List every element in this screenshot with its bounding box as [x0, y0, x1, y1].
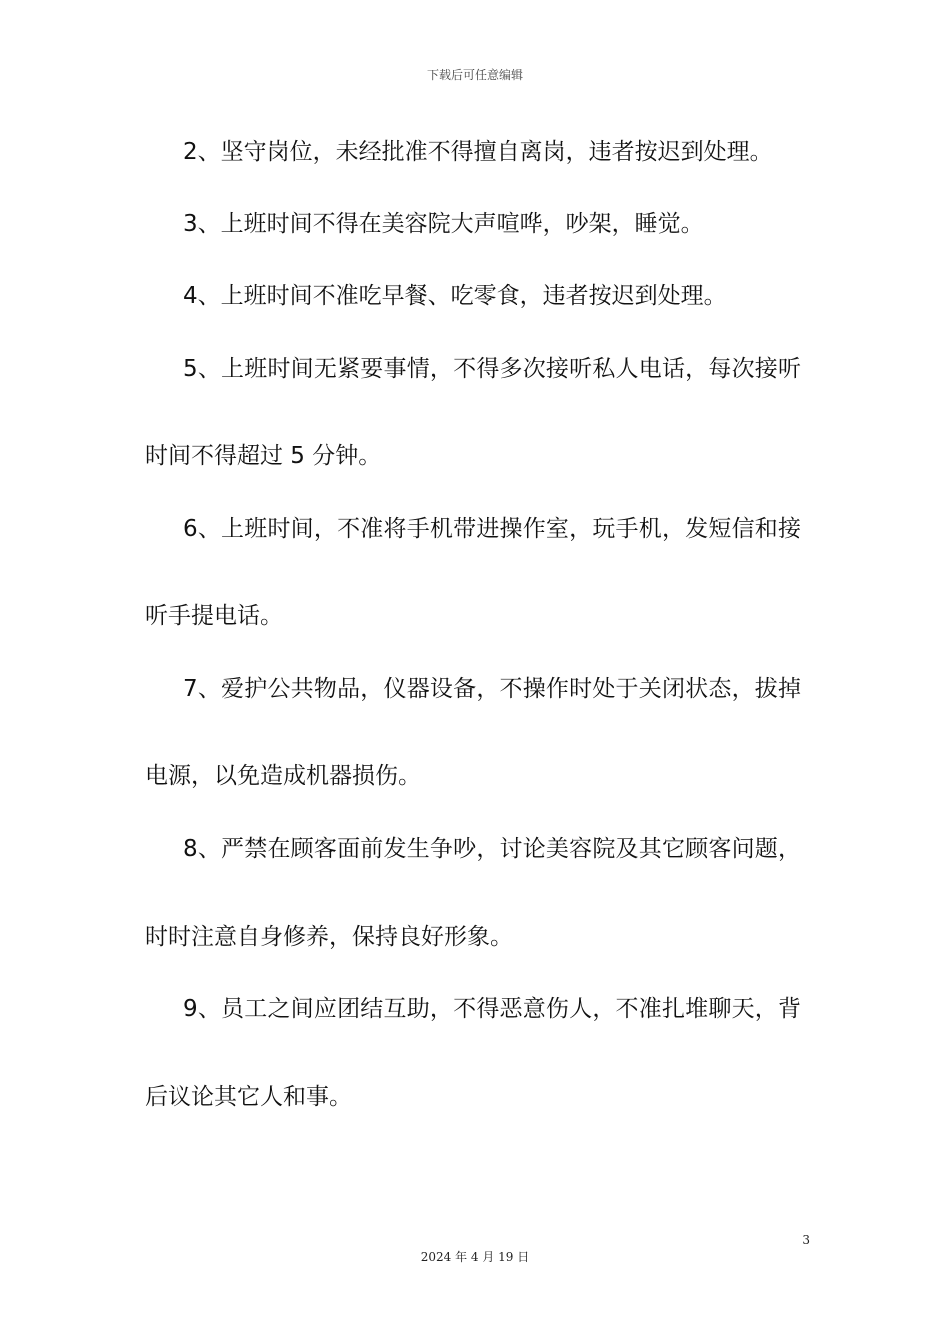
page-number: 3: [802, 1233, 810, 1247]
paragraph-7-line-2: 电源，以免造成机器损伤。: [145, 763, 421, 789]
paragraph-8-line-1: 8、严禁在顾客面前发生争吵，讨论美容院及其它顾客问题，: [183, 836, 801, 862]
paragraph-8-line-2: 时时注意自身修养，保持良好形象。: [145, 924, 513, 950]
paragraph-2-line-1: 2、坚守岗位，未经批准不得擅自离岗，违者按迟到处理。: [183, 139, 773, 165]
paragraph-6-line-2: 听手提电话。: [145, 603, 283, 629]
paragraph-6-line-1: 6、上班时间，不准将手机带进操作室，玩手机，发短信和接: [183, 516, 801, 542]
paragraph-7-line-1: 7、爱护公共物品，仪器设备，不操作时处于关闭状态，拔掉: [183, 676, 801, 702]
paragraph-5-line-2: 时间不得超过 5 分钟。: [145, 443, 382, 469]
document-body: [145, 0, 801, 1344]
paragraph-9-line-2: 后议论其它人和事。: [145, 1084, 352, 1110]
page-header: 下载后可任意编辑: [426, 68, 523, 82]
page-footer-date: 2024 年 4 月 19 日: [420, 1250, 530, 1264]
paragraph-5-line-1: 5、上班时间无紧要事情，不得多次接听私人电话，每次接听: [183, 356, 801, 382]
paragraph-4-line-1: 4、上班时间不准吃早餐、吃零食，违者按迟到处理。: [183, 283, 727, 309]
paragraph-9-line-1: 9、员工之间应团结互助，不得恶意伤人，不准扎堆聊天，背: [183, 996, 801, 1022]
paragraph-3-line-1: 3、上班时间不得在美容院大声喧哗，吵架，睡觉。: [183, 211, 704, 237]
